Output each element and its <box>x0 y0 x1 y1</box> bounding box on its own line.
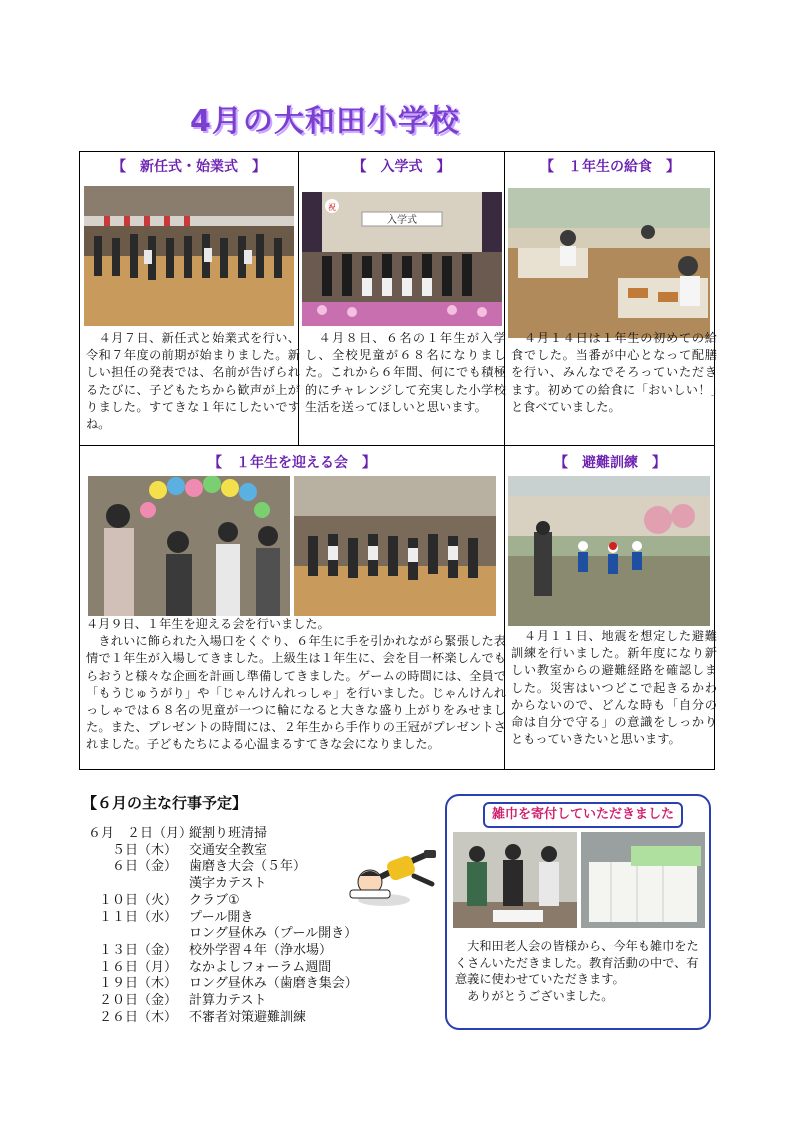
section-entrance <box>299 152 504 445</box>
schedule-event: 校外学習４年（浄水場） <box>189 942 333 958</box>
schedule-date: １９日（木） <box>98 976 177 992</box>
donation-panel <box>445 794 711 1030</box>
schedule-row <box>88 993 358 1010</box>
section-text: ４月１１日、地震を想定した避難訓練を行いました。新年度になり新しい教室からの避難経路を確認しました。災害はいつどこで起きるかわからないので、どんな時も「自分の命は自分で守る」の意識をしっかりともっていきたいと思います。 <box>511 629 717 747</box>
schedule-date: ２０日（金） <box>98 993 177 1009</box>
schedule-date <box>88 926 189 943</box>
schedule-date: １０日（火） <box>98 892 177 908</box>
schedule-date: １６日（月） <box>98 959 177 975</box>
entrance-photo <box>302 192 502 326</box>
schedule-row <box>88 826 358 843</box>
page-title: 4月の大和田小学校 <box>190 104 460 139</box>
section-heading: 【 新任式・始業式 】 <box>112 159 266 175</box>
schedule-event: 歯磨き大会（５年） <box>189 859 307 875</box>
schedule-date: １３日（金） <box>98 942 177 958</box>
section-heading: 【 避難訓練 】 <box>554 455 666 471</box>
schedule-row <box>88 893 358 910</box>
welcome-photo-2 <box>294 476 496 616</box>
schedule-row <box>88 876 358 893</box>
section-drill <box>505 446 715 770</box>
section-text: ４月９日、１年生を迎える会を行いました。 きれいに飾られた入場口をくぐり、６年生に手を引かれながら緊張した表情で１年生が入場してきました。上級生は１年生に、会を目一杯楽しんでもらおうと様々な企画を計画し準備してきました。ゲームの時間には、全員で「もうじゅうがり」や「じゃんけんれっしゃ」を行いました。じゃんけんれっしゃでは６８名の児童が一つに輪になると大きな盛り上がりをみせました。また、プレゼントの時間には、２年生から手作りの王冠がプレゼントされました。子どもたちによる心温まるすてきな会になりました。 <box>86 617 506 752</box>
schedule-row <box>88 1010 358 1027</box>
donation-photo-1 <box>453 832 577 928</box>
section-heading: 【 １年生を迎える会 】 <box>208 455 376 471</box>
schedule-event: 計算力テスト <box>189 993 267 1009</box>
schedule-event: ロング昼休み（歯磨き集会） <box>189 976 358 992</box>
schedule-date <box>88 876 189 893</box>
schedule-row <box>88 943 358 960</box>
schedule-date: １１日（水） <box>98 909 177 925</box>
stage-flag-text: 祝 <box>328 203 336 212</box>
section-welcome <box>80 446 504 770</box>
schedule-event: なかよしフォーラム週間 <box>189 959 332 975</box>
schedule-date: ２６日（木） <box>98 1009 177 1025</box>
schedule-row <box>88 976 358 993</box>
section-text: ４月８日、６名の１年生が入学し、全校児童が６８名になりました。これから６年間、何にでも積極的にチャレンジして充実した小学校生活を送ってほしいと思います。 <box>305 331 506 414</box>
schedule-event: 交通安全教室 <box>189 842 268 858</box>
lunch-photo <box>508 188 710 338</box>
schedule-row <box>88 859 358 876</box>
donation-title: 雑巾を寄付していただきました <box>483 802 683 828</box>
schedule-event: クラブ① <box>189 892 240 908</box>
schedule-title: 【６月の主な行事予定】 <box>82 794 248 812</box>
welcome-photo-1 <box>88 476 290 616</box>
photo-grid <box>79 151 715 770</box>
donation-text: 大和田老人会の皆様から、今年も雑巾をたくさんいただきました。教育活動の中で、有意義に使わせていただきます。 ありがとうございました。 <box>455 939 699 1003</box>
schedule-date: ５日（木） <box>111 842 177 858</box>
section-lunch <box>505 152 715 445</box>
section-text: ４月１４日は１年生の初めての給食でした。当番が中心となって配膳を行い、みんなでそろっていただきます。初めての給食に「おいしい！」と食べていました。 <box>511 331 717 414</box>
schedule-row <box>88 843 358 860</box>
drill-photo <box>508 476 710 626</box>
running-child-illustration <box>344 840 440 910</box>
schedule-row <box>88 960 358 977</box>
ceremony-photo <box>84 186 294 326</box>
schedule-event: ロング昼休み（プール開き） <box>189 926 358 942</box>
section-text: ４月７日、新任式と始業式を行い、令和７年度の前期が始まりました。新しい担任の発表では、名前が告げられるたびに、子どもたちから歓声が上がりました。すてきな１年にしたいですね。 <box>86 331 300 432</box>
schedule-date: ６日（金） <box>111 859 177 875</box>
donation-photo-2 <box>581 832 705 928</box>
section-heading: 【 入学式 】 <box>352 159 451 175</box>
section-heading: 【 １年生の給食 】 <box>540 159 680 175</box>
schedule-row <box>88 910 358 927</box>
schedule-event: 縦割り班清掃 <box>189 826 268 841</box>
schedule-event: 不審者対策避難訓練 <box>189 1009 307 1025</box>
section-ceremony <box>80 152 298 445</box>
schedule-event: 漢字カテスト <box>189 876 267 892</box>
schedule-list <box>88 826 358 1026</box>
stage-banner-text: 入学式 <box>387 215 417 226</box>
schedule-event: プール開き <box>189 909 254 925</box>
schedule-date: ６月 ２日（月） <box>88 826 193 841</box>
schedule-row <box>88 926 358 943</box>
